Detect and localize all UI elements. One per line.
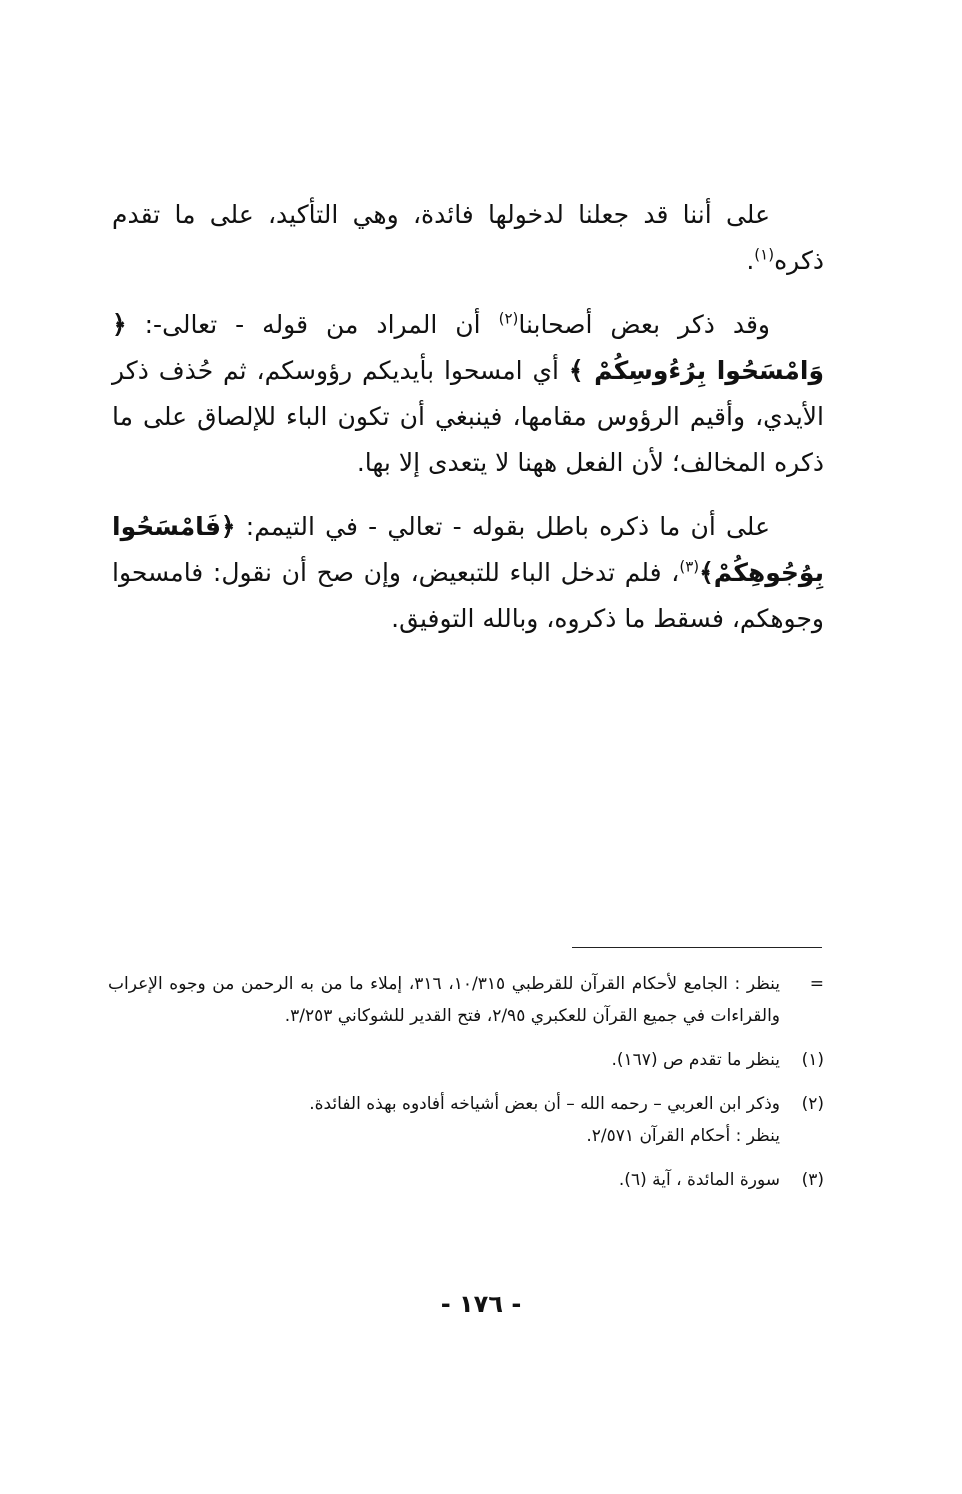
paragraph-2 <box>112 302 824 486</box>
quran-verse-2: ﴿فَامْسَحُوا بِوُجُوهِكُمْ﴾ <box>112 512 824 587</box>
paragraph-2-part-2: أن المراد من قوله - تعالى-: <box>126 310 499 339</box>
footnote-separator <box>572 947 822 948</box>
paragraph-1 <box>112 192 824 284</box>
footnote-3-text: سورة المائدة ، آية (٦). <box>618 1170 780 1190</box>
page-number: - ١٧٦ - <box>440 1290 522 1318</box>
footnotes <box>108 968 824 1208</box>
paragraph-1-end: . <box>746 246 755 275</box>
paragraph-1-text: على أننا قد جعلنا لدخولها فائدة، وهي التأكيد، على ما تقدم ذكره <box>112 200 824 275</box>
footnote-1-mark: (١) <box>801 1050 824 1070</box>
paragraph-2-part-3: أي امسحوا بأيديكم رؤوسكم، ثم حُذف ذكر الأيدي، وأقيم الرؤوس مقامها، فينبغي أن تكون الباء للإلصاق على ما ذكره المخالف؛ لأن الفعل ههنا لا يتعدى إلا بها. <box>112 356 824 477</box>
footnote-2-mark: (٢) <box>801 1094 824 1114</box>
paragraph-3-part-2: ، فلم تدخل الباء للتبعيض، وإن صح أن نقول: فامسحوا وجوهكم، فسقط ما ذكروه، وبالله التوفيق. <box>112 558 824 633</box>
footnote-2 <box>108 1088 824 1152</box>
footnote-2-line-2: ينظر : أحكام القرآن ٢/٥٧١. <box>586 1126 780 1146</box>
footnote-1 <box>108 1044 824 1076</box>
footnote-3 <box>108 1164 824 1196</box>
paragraph-3 <box>112 504 824 642</box>
footnote-ref-2: (٢) <box>498 309 519 328</box>
footnote-continued-text: ينظر : الجامع لأحكام القرآن للقرطبي ١٠/٣١٥، ٣١٦، إملاء ما من به الرحمن من وجوه الإعراب والقراءات في جميع القرآن للعكبري ٢/٩٥، فتح القدير للشوكاني ٣/٢٥٣. <box>108 974 781 1026</box>
footnote-2-line-1: وذكر ابن العربي – رحمه الله – أن بعض أشياخه أفادوه بهذه الفائدة. <box>309 1094 780 1114</box>
main-text <box>112 192 824 660</box>
footnote-ref-1: (١) <box>754 245 775 264</box>
footnote-continued <box>108 968 824 1032</box>
footnote-ref-3: (٣) <box>679 557 700 576</box>
paragraph-2-part-1: وقد ذكر بعض أصحابنا <box>518 310 770 339</box>
footnote-3-mark: (٣) <box>801 1170 824 1190</box>
quran-verse-1: ﴿ وَامْسَحُوا بِرُءُوسِكُمْ ﴾ <box>112 310 824 385</box>
footnote-continued-mark: = <box>809 974 824 994</box>
footnote-1-text: ينظر ما تقدم ص (١٦٧). <box>611 1050 780 1070</box>
paragraph-3-part-1: على أن ما ذكره باطل بقوله - تعالي - في التيمم: <box>235 512 770 541</box>
